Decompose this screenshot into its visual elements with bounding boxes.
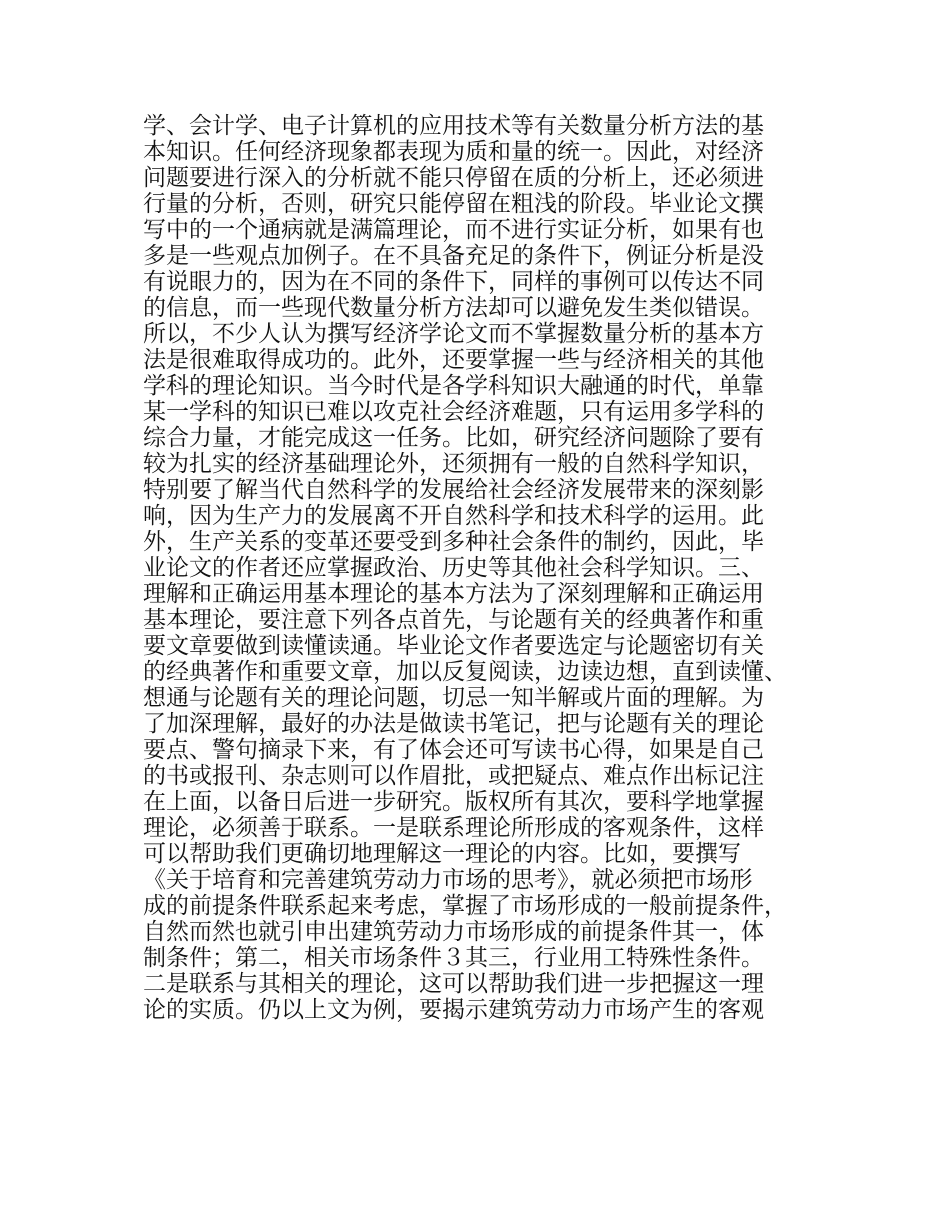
- text-line: 论的实质。仍以上文为例，要揭示建筑劳动力市场产生的客观: [143, 997, 764, 1023]
- text-line: 《关于培育和完善建筑劳动力市场的思考》，就必须把市场形: [143, 867, 753, 893]
- text-line: 某一学科的知识已难以攻克社会经济难题，只有运用多学科的: [143, 399, 764, 425]
- text-line: 特别要了解当代自然科学的发展给社会经济发展带来的深刻影: [143, 477, 764, 503]
- text-line: 可以帮助我们更确切地理解这一理论的内容。比如，要撰写: [143, 841, 741, 867]
- text-line: 问题要进行深入的分析就不能只停留在质的分析上，还必须进: [143, 165, 764, 191]
- text-line: 要文章要做到读懂读通。毕业论文作者要选定与论题密切有关: [143, 633, 764, 659]
- text-line: 较为扎实的经济基础理论外，还须拥有一般的自然科学知识，: [143, 451, 764, 477]
- text-line: 基本理论，要注意下列各点首先，与论题有关的经典著作和重: [143, 607, 764, 633]
- text-line: 业论文的作者还应掌握政治、历史等其他社会科学知识。三、: [143, 555, 764, 581]
- text-line: 综合力量，才能完成这一任务。比如，研究经济问题除了要有: [143, 425, 764, 451]
- text-line: 要点、警句摘录下来，有了体会还可写读书心得，如果是自己: [143, 737, 764, 763]
- text-line: 多是一些观点加例子。在不具备充足的条件下，例证分析是没: [143, 243, 764, 269]
- text-line: 理论，必须善于联系。一是联系理论所形成的客观条件，这样: [143, 815, 764, 841]
- text-line: 成的前提条件联系起来考虑，掌握了市场形成的一般前提条件，: [143, 893, 787, 919]
- text-line: 写中的一个通病就是满篇理论，而不进行实证分析，如果有也: [143, 217, 764, 243]
- text-line: 行量的分析，否则，研究只能停留在粗浅的阶段。毕业论文撰: [143, 191, 764, 217]
- text-line: 学、会计学、电子计算机的应用技术等有关数量分析方法的基: [143, 113, 764, 139]
- text-line: 的信息，而一些现代数量分析方法却可以避免发生类似错误。: [143, 295, 764, 321]
- text-line: 学科的理论知识。当今时代是各学科知识大融通的时代，单靠: [143, 373, 764, 399]
- text-line: 在上面，以备日后进一步研究。版权所有其次，要科学地掌握: [143, 789, 764, 815]
- text-line: 所以，不少人认为撰写经济学论文而不掌握数量分析的基本方: [143, 321, 764, 347]
- text-line: 响，因为生产力的发展离不开自然科学和技术科学的运用。此: [143, 503, 764, 529]
- text-line: 有说眼力的，因为在不同的条件下，同样的事例可以传达不同: [143, 269, 764, 295]
- text-line: 了加深理解，最好的办法是做读书笔记，把与论题有关的理论: [143, 711, 764, 737]
- text-line: 自然而然也就引申出建筑劳动力市场形成的前提条件其一，体: [143, 919, 764, 945]
- text-line: 本知识。任何经济现象都表现为质和量的统一。因此，对经济: [143, 139, 764, 165]
- text-line: 法是很难取得成功的。此外，还要掌握一些与经济相关的其他: [143, 347, 764, 373]
- text-line: 制条件；第二，相关市场条件３其三，行业用工特殊性条件。: [143, 945, 764, 971]
- body-text: [143, 113, 843, 1023]
- text-line: 的书或报刊、杂志则可以作眉批，或把疑点、难点作出标记注: [143, 763, 764, 789]
- text-line: 理解和正确运用基本理论的基本方法为了深刻理解和正确运用: [143, 581, 764, 607]
- text-line: 外，生产关系的变革还要受到多种社会条件的制约，因此，毕: [143, 529, 764, 555]
- text-line: 想通与论题有关的理论问题，切忌一知半解或片面的理解。为: [143, 685, 764, 711]
- text-line: 的经典著作和重要文章，加以反复阅读，边读边想，直到读懂、: [143, 659, 787, 685]
- text-line: 二是联系与其相关的理论，这可以帮助我们进一步把握这一理: [143, 971, 764, 997]
